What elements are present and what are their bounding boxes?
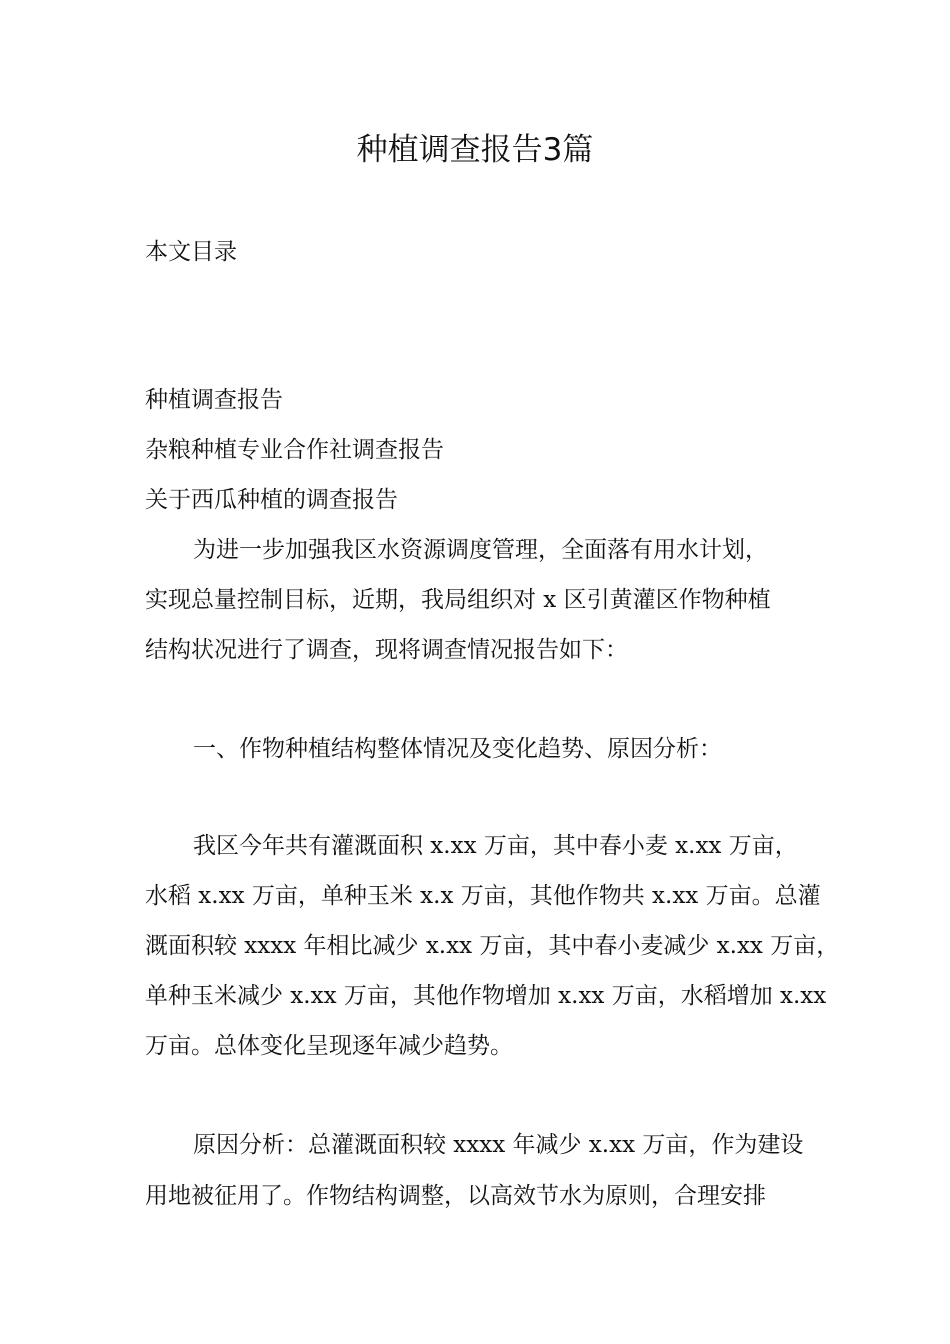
paragraph-line: 万亩。总体变化呈现逐年减少趋势。	[145, 1033, 513, 1059]
toc-heading: 本文目录	[145, 239, 237, 265]
intro-line: 结构状况进行了调查，现将调查情况报告如下：	[145, 637, 628, 663]
document-title: 种植调查报告3篇	[356, 132, 594, 168]
paragraph-line: 单种玉米减少 x.xx 万亩，其他作物增加 x.xx 万亩，水稻增加 x.xx	[145, 983, 827, 1009]
section-heading: 一、作物种植结构整体情况及变化趋势、原因分析：	[193, 736, 722, 762]
paragraph-line: 溉面积较 xxxx 年相比减少 x.xx 万亩，其中春小麦减少 x.xx 万亩，	[145, 933, 840, 959]
intro-line: 为进一步加强我区水资源调度管理，全面落有用水计划，	[193, 537, 768, 563]
paragraph-line: 用地被征用了。作物结构调整，以高效节水为原则，合理安排	[145, 1183, 766, 1209]
intro-line: 实现总量控制目标，近期，我局组织对 x 区引黄灌区作物种植	[145, 587, 771, 613]
toc-item[interactable]: 杂粮种植专业合作社调查报告	[145, 437, 444, 463]
paragraph-line: 我区今年共有灌溉面积 x.xx 万亩，其中春小麦 x.xx 万亩，	[193, 833, 798, 859]
toc-item[interactable]: 关于西瓜种植的调查报告	[145, 487, 398, 513]
paragraph-line: 原因分析：总灌溉面积较 xxxx 年减少 x.xx 万亩，作为建设	[193, 1132, 804, 1158]
paragraph-line: 水稻 x.xx 万亩，单种玉米 x.x 万亩，其他作物共 x.xx 万亩。总灌	[145, 883, 821, 909]
toc-item[interactable]: 种植调查报告	[145, 387, 283, 413]
